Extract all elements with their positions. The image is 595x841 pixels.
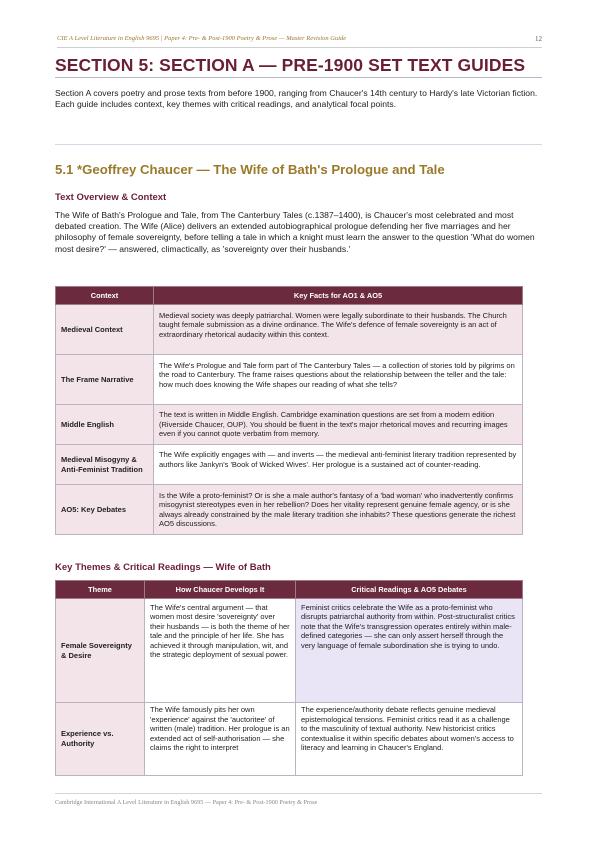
cell-text: Is the Wife a proto-feminist? Or is she a male author's fantasy of a 'bad woman' who inadvertently confirms misogynist stereotypes even in her rebellion? Does her vitality represent genuine female agency, or is she always already constrained by the male literary tradition she inhabits? These questions generate the richest AO5 discussions.: [159, 490, 516, 529]
development-text: [145, 703, 296, 776]
section-divider: [55, 144, 542, 145]
section-intro: Section A covers poetry and prose texts from before 1900, ranging from Chaucer's 14th century to Hardy's late Victorian fiction. Each guide includes context, key themes with critical readings, and analytical focal points.: [55, 88, 538, 110]
table-row: [56, 485, 523, 535]
cell-text: The Wife's Prologue and Tale form part of The Canterbury Tales — a collection of stories told by pilgrims on the road to Canterbury. The frame raises questions about the relationship between the teller and the tale: how much does knowing the Wife shapes our reading of what she tells?: [159, 360, 515, 389]
context-label: AO5: Key Debates: [56, 485, 154, 535]
overview-paragraph: The Wife of Bath's Prologue and Tale, from The Canterbury Tales (c.1387–1400), is Chaucer's most celebrated and most debated creation. The Wife (Alice) delivers an extended autobiographical prologue defending her five marriages and her philosophy of female sovereignty, before telling a tale in which a knight must learn the answer to the question 'What do women most desire?' — answered, climactically, as 'sovereignty over their husbands.': [55, 210, 535, 254]
context-text: [154, 355, 523, 405]
development-text: [145, 599, 296, 703]
context-text: [154, 445, 523, 485]
cell-text: The experience/authority debate reflects genuine medieval epistemological tensions. Feminist critics read it as a challenge to the masculinity of textual authority. New historicist critics contextualise it within specific debates about women's access to literacy and learning in Chaucer's England.: [301, 705, 514, 753]
context-label: Medieval Misogyny & Anti-Feminist Tradition: [56, 445, 154, 485]
table-row: [56, 305, 523, 355]
table-row: [56, 405, 523, 445]
critical-text: [296, 703, 523, 776]
theme-label: Female Sovereignty & Desire: [56, 599, 145, 703]
table-row: [56, 599, 523, 703]
column-header: How Chaucer Develops It: [145, 581, 296, 599]
column-header: Context: [56, 287, 154, 305]
context-label: Middle English: [56, 405, 154, 445]
themes-table-header: [56, 581, 523, 599]
cell-text: The text is written in Middle English. Cambridge examination questions are set from a modern edition (Riverside Chaucer, OUP). You should be fluent in the text's major rhetorical moves and recurring images even if you cannot quote verbatim from memory.: [159, 410, 508, 439]
context-text: [154, 405, 523, 445]
cell-text: Medieval society was deeply patriarchal. Women were legally subordinate to their husbands. The Church taught female submission as a divine ordinance. The Wife's defence of female sovereignty is an act of extraordinary rhetorical audacity within this context.: [159, 310, 507, 339]
themes-table: [55, 580, 523, 776]
table-row: [56, 355, 523, 405]
running-title: CIE A Level Literature in English 9695 | Paper 4: Pre- & Post-1900 Poetry & Prose — Master Revision Guide: [57, 35, 347, 42]
critical-text: [296, 599, 523, 703]
context-text: [154, 485, 523, 535]
cell-text: The Wife explicitly engages with — and inverts — the medieval anti-feminist literary tradition represented by authors like Jankyn's 'Book of Wicked Wives'. Her prologue is a sustained act of counter-reading.: [159, 450, 517, 469]
themes-heading: Key Themes & Critical Readings — Wife of Bath: [55, 562, 271, 573]
subsection-title: 5.1 *Geoffrey Chaucer — The Wife of Bath's Prologue and Tale: [55, 162, 445, 177]
context-label: Medieval Context: [56, 305, 154, 355]
theme-label: Experience vs. Authority: [56, 703, 145, 776]
footer-divider: [55, 793, 542, 794]
table-row: [56, 445, 523, 485]
section-title: SECTION 5: SECTION A — PRE-1900 SET TEXT GUIDES: [55, 55, 526, 75]
context-label: The Frame Narrative: [56, 355, 154, 405]
column-header: Critical Readings & AO5 Debates: [296, 581, 523, 599]
column-header: Theme: [56, 581, 145, 599]
running-header: [57, 35, 542, 47]
cell-text: The Wife's central argument — that women most desire 'sovereignty' over their husbands — is both the theme of her tale and the principle of her life. She has achieved it through manipulation, wit, and the strategic deployment of sexual power.: [150, 602, 290, 660]
column-header: Key Facts for AO1 & AO5: [154, 287, 523, 305]
cell-text: The Wife famously pits her own 'experience' against the 'auctoritee' of written (male) tradition. Her prologue is an extended act of self-authorisation — she claims the right to interpret: [150, 705, 290, 753]
overview-heading: Text Overview & Context: [55, 192, 167, 203]
context-text: [154, 305, 523, 355]
context-table-header: [56, 287, 523, 305]
header-divider: [57, 47, 542, 48]
page-footer: Cambridge International A Level Literature in English 9695 — Paper 4: Pre- & Post-1900 Poetry & Prose: [55, 799, 318, 806]
cell-text: Feminist critics celebrate the Wife as a proto-feminist who disrupts patriarchal authority from within. Post-structuralist critics note that the Wife's transgression operates entirely within male-defined categories — she can only assert herself through the very language of female subordination she is trying to undo.: [301, 602, 515, 650]
table-row: [56, 703, 523, 776]
context-table: [55, 286, 523, 535]
section-title-underline: [55, 77, 542, 78]
page-number: 12: [535, 35, 542, 43]
